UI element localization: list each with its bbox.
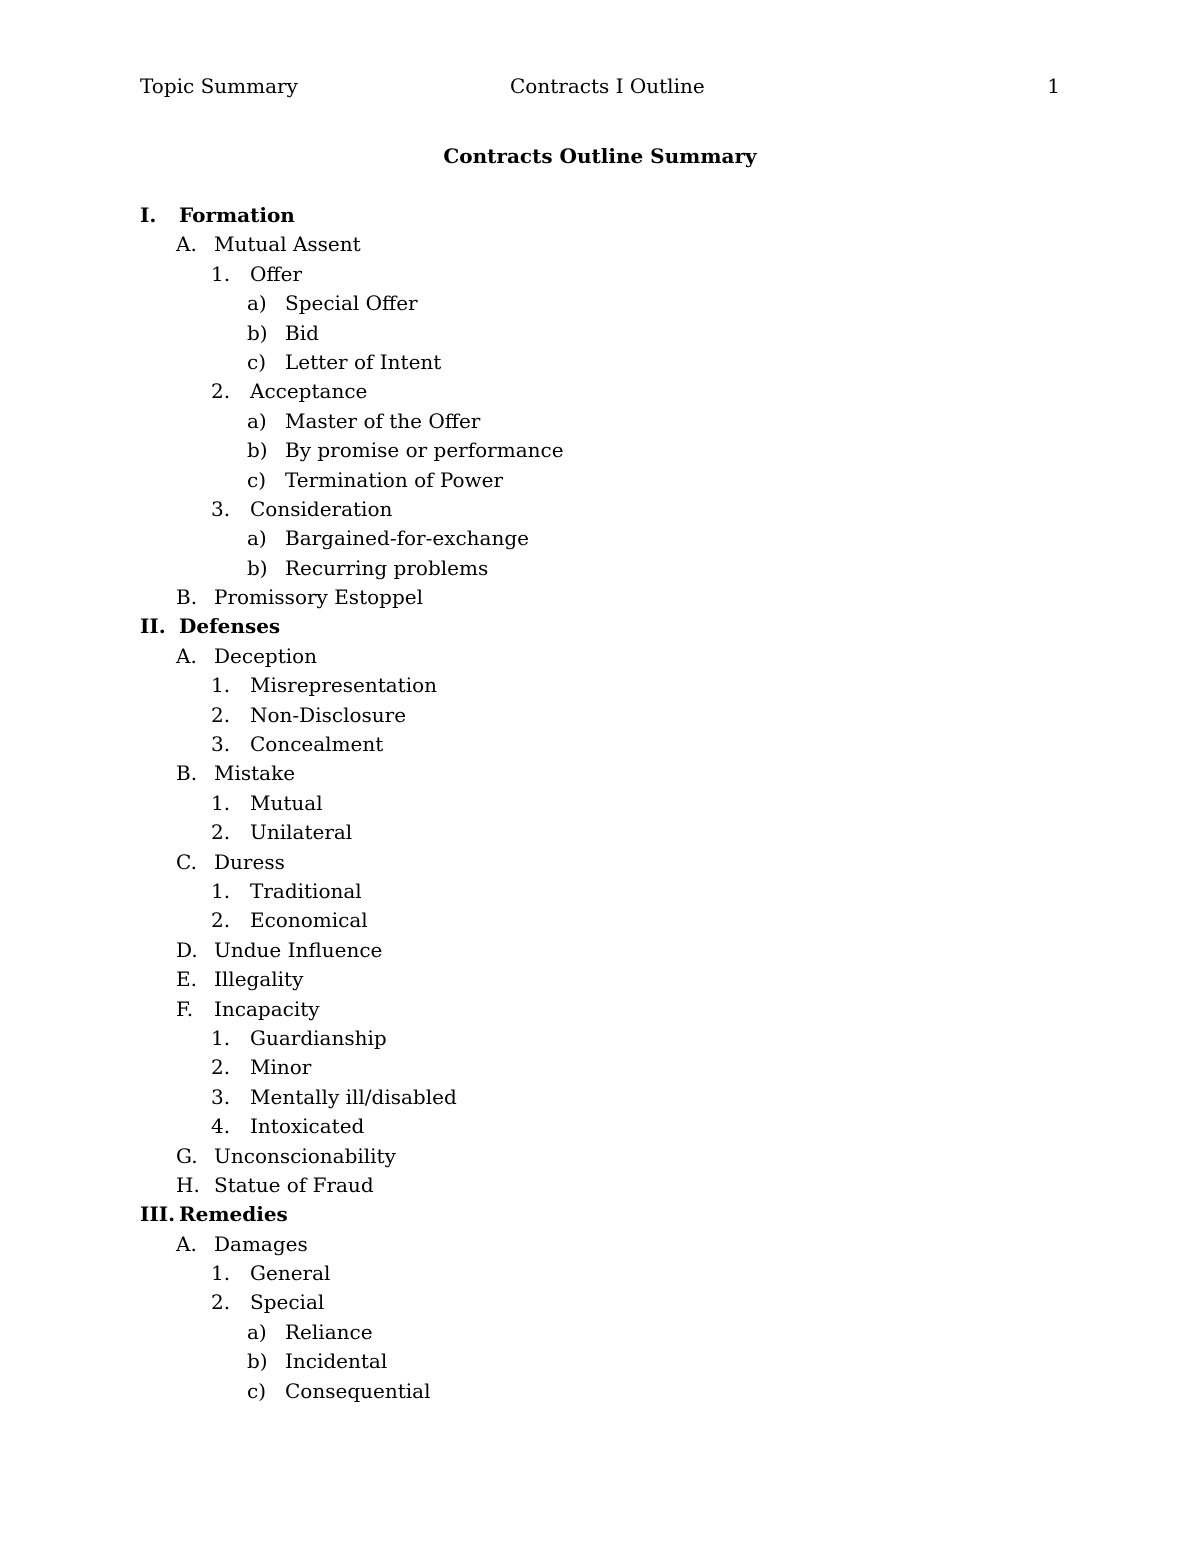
outline-item: [140, 1377, 1060, 1406]
outline-item: [140, 759, 1060, 788]
outline-text: Economical: [250, 908, 368, 933]
outline-text: Reliance: [285, 1319, 373, 1344]
outline-text: Letter of Intent: [285, 349, 442, 374]
outline-item: [140, 1230, 1060, 1259]
outline-text: Mistake: [214, 761, 296, 786]
outline-item: [140, 1053, 1060, 1082]
outline-text: Unconscionability: [214, 1143, 396, 1168]
outline-item: [140, 1318, 1060, 1347]
outline-item: [140, 965, 1060, 994]
outline-text: Duress: [214, 849, 285, 874]
outline-item: [140, 1142, 1060, 1171]
outline-marker: 2.: [211, 820, 231, 845]
outline-marker: 1.: [211, 1261, 231, 1286]
outline-marker: II.: [140, 614, 166, 639]
outline-item: [140, 730, 1060, 759]
outline-text: Damages: [214, 1231, 308, 1256]
outline-text: Defenses: [179, 614, 281, 639]
outline-marker: B.: [176, 761, 198, 786]
outline-marker: A.: [176, 232, 197, 257]
outline-text: Formation: [179, 203, 295, 227]
outline-marker: 2.: [211, 908, 231, 933]
outline-marker: b): [247, 320, 268, 345]
outline-text: Recurring problems: [285, 555, 489, 580]
outline-item: [140, 495, 1060, 524]
outline-marker: c): [247, 349, 267, 374]
outline-text: Acceptance: [250, 379, 368, 404]
outline-item: [140, 1083, 1060, 1112]
outline-marker: 2.: [211, 702, 231, 727]
outline-marker: H.: [176, 1172, 200, 1197]
outline-marker: B.: [176, 585, 198, 610]
outline-item: [140, 818, 1060, 847]
outline-marker: 1.: [211, 261, 231, 286]
outline-item: [140, 466, 1060, 495]
outline-marker: b): [247, 555, 268, 580]
outline-text: Bid: [285, 320, 319, 345]
outline-marker: a): [247, 291, 267, 316]
outline-item: [140, 671, 1060, 700]
outline-marker: 2.: [211, 1055, 231, 1080]
outline-text: By promise or performance: [285, 438, 564, 463]
outline-text: Misrepresentation: [250, 673, 438, 698]
outline-item: [140, 348, 1060, 377]
outline-item: [140, 1024, 1060, 1053]
outline-item: [140, 407, 1060, 436]
outline-text: Mentally ill/disabled: [250, 1084, 457, 1109]
outline-text: Undue Influence: [214, 937, 383, 962]
outline-marker: a): [247, 408, 267, 433]
outline-text: Incidental: [285, 1349, 388, 1374]
outline-marker: 2.: [211, 1290, 231, 1315]
outline-text: Concealment: [250, 732, 384, 757]
outline-marker: E.: [176, 967, 197, 992]
outline-text: Traditional: [250, 878, 362, 903]
outline-item: [140, 789, 1060, 818]
header-topic: Topic Summary: [140, 74, 298, 98]
outline-text: Offer: [250, 261, 303, 286]
outline-marker: D.: [176, 937, 198, 962]
outline-marker: III.: [140, 1202, 176, 1227]
outline-item: [140, 583, 1060, 612]
page-header: [140, 74, 1060, 104]
outline-text: Master of the Offer: [285, 408, 481, 433]
outline-text: Statue of Fraud: [214, 1172, 374, 1197]
outline-marker: G.: [176, 1143, 198, 1168]
outline-item: [140, 289, 1060, 318]
outline-text: Minor: [250, 1055, 312, 1080]
outline-marker: 1.: [211, 1025, 231, 1050]
page-title: Contracts Outline Summary: [443, 144, 757, 168]
outline-marker: 1.: [211, 673, 231, 698]
outline-text: Non-Disclosure: [250, 702, 407, 727]
outline-marker: 3.: [211, 496, 231, 521]
outline-text: Unilateral: [250, 820, 353, 845]
outline-item: [140, 906, 1060, 935]
outline-marker: 3.: [211, 732, 231, 757]
outline-marker: F.: [176, 996, 194, 1021]
outline-section: [140, 1200, 1060, 1229]
outline-text: Deception: [214, 643, 318, 668]
outline-marker: A.: [176, 1231, 197, 1256]
outline-item: [140, 848, 1060, 877]
outline-text: Special Offer: [285, 291, 418, 316]
outline-list: [140, 201, 1060, 1406]
outline-text: Promissory Estoppel: [214, 585, 423, 610]
outline-text: Incapacity: [214, 996, 320, 1021]
header-document-title: Contracts I Outline: [510, 74, 705, 98]
outline-item: [140, 260, 1060, 289]
outline-item: [140, 1112, 1060, 1141]
outline-marker: I.: [140, 203, 157, 227]
outline-text: Special: [250, 1290, 325, 1315]
outline-item: [140, 319, 1060, 348]
outline-text: Mutual: [250, 790, 323, 815]
outline-section: [140, 612, 1060, 641]
outline-item: [140, 1171, 1060, 1200]
outline-marker: 4.: [211, 1114, 231, 1139]
outline-item: [140, 524, 1060, 553]
outline-marker: 2.: [211, 379, 231, 404]
outline-text: Consideration: [250, 496, 393, 521]
outline-text: Consequential: [285, 1378, 431, 1403]
outline-marker: A.: [176, 643, 197, 668]
outline-item: [140, 1288, 1060, 1317]
outline-text: Intoxicated: [250, 1114, 365, 1139]
outline-marker: b): [247, 1349, 268, 1374]
outline-text: Remedies: [179, 1202, 288, 1227]
outline-section: [140, 201, 1060, 230]
outline-item: [140, 936, 1060, 965]
outline-text: Termination of Power: [285, 467, 504, 492]
outline-item: [140, 377, 1060, 406]
outline-marker: 1.: [211, 878, 231, 903]
outline-item: [140, 995, 1060, 1024]
outline-marker: 1.: [211, 790, 231, 815]
header-page-number: 1: [1047, 74, 1060, 98]
outline-marker: a): [247, 526, 267, 551]
outline-item: [140, 230, 1060, 259]
outline-item: [140, 554, 1060, 583]
outline-item: [140, 1259, 1060, 1288]
outline-marker: a): [247, 1319, 267, 1344]
outline-item: [140, 1347, 1060, 1376]
outline-marker: c): [247, 1378, 267, 1403]
outline-item: [140, 436, 1060, 465]
outline-text: Guardianship: [250, 1025, 387, 1050]
outline-marker: C.: [176, 849, 197, 874]
outline-item: [140, 642, 1060, 671]
outline-text: Illegality: [214, 967, 304, 992]
outline-item: [140, 701, 1060, 730]
outline-marker: b): [247, 438, 268, 463]
outline-item: [140, 877, 1060, 906]
outline-marker: c): [247, 467, 267, 492]
outline-text: General: [250, 1261, 331, 1286]
outline-text: Bargained-for-exchange: [285, 526, 529, 551]
outline-text: Mutual Assent: [214, 232, 361, 257]
outline-marker: 3.: [211, 1084, 231, 1109]
